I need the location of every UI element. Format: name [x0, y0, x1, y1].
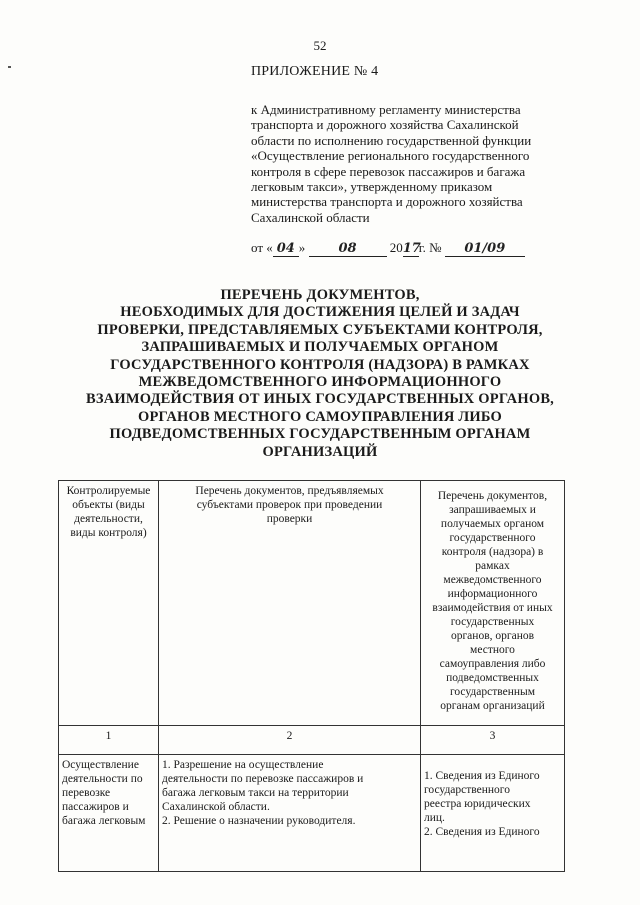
- column-number: 3: [421, 726, 565, 755]
- header-line: субъектами проверок при проведении: [196, 499, 383, 511]
- header-line: государственным: [449, 686, 536, 698]
- header-line: органов, органов: [450, 630, 535, 642]
- cell-line: 1. Разрешение на осуществление: [162, 759, 324, 771]
- documents-table: [58, 480, 565, 872]
- header-controlled-objects: [59, 481, 159, 726]
- cell-requested-documents: [421, 755, 565, 872]
- cell-line: реестра юридических: [424, 798, 531, 810]
- column-number: 2: [159, 726, 421, 755]
- date-day: 04: [273, 241, 299, 257]
- heading-line: ГОСУДАРСТВЕННОГО КОНТРОЛЯ (НАДЗОРА) В РАМКАХ: [110, 356, 530, 373]
- appendix-title: ПРИЛОЖЕНИЕ № 4: [251, 64, 379, 79]
- heading-line: НЕОБХОДИМЫХ ДЛЯ ДОСТИЖЕНИЯ ЦЕЛЕЙ И ЗАДАЧ: [120, 304, 520, 321]
- heading-line: ВЗАИМОДЕЙСТВИЯ ОТ ИНЫХ ГОСУДАРСТВЕННЫХ ОРГАНОВ,: [85, 391, 555, 408]
- header-line: подведомственных: [446, 672, 539, 684]
- appendix-line: «Осуществление регионального государственного: [251, 148, 530, 164]
- heading-line: ПРОВЕРКИ, ПРЕДСТАВЛЯЕМЫХ СУБЪЕКТАМИ КОНТРОЛЯ,: [97, 321, 543, 338]
- cell-line: 1. Сведения из Единого: [424, 770, 540, 782]
- header-line: запрашиваемых и: [449, 504, 536, 516]
- appendix-line: министерства транспорта и дорожного хозяйства: [251, 194, 523, 210]
- header-line: деятельности,: [74, 513, 143, 525]
- header-line: государственных: [450, 616, 535, 628]
- cell-line: багажа легковым: [62, 815, 146, 827]
- table-header-row: [59, 481, 565, 726]
- heading-line: ЗАПРАШИВАЕМЫХ И ПОЛУЧАЕМЫХ ОРГАНОМ: [141, 339, 499, 356]
- date-mid: »: [298, 240, 306, 255]
- header-line: межведомственного: [443, 574, 542, 586]
- header-line: Перечень документов, предъявляемых: [195, 485, 384, 497]
- appendix-line: легковым такси», утвержденному приказом: [251, 179, 493, 195]
- header-line: проверки: [266, 513, 313, 525]
- cell-line: багажа легковым такси на территории: [162, 787, 349, 799]
- cell-line: Сахалинской области.: [162, 801, 270, 813]
- page-number: 52: [313, 38, 327, 53]
- order-number: 01/09: [445, 241, 525, 257]
- cell-line: лиц.: [424, 812, 445, 824]
- header-line: местного: [470, 644, 515, 656]
- date-month: 08: [309, 241, 387, 257]
- heading-line: ПЕРЕЧЕНЬ ДОКУМЕНТОВ,: [220, 287, 420, 303]
- column-number: 1: [59, 726, 159, 755]
- heading-line: ПОДВЕДОМСТВЕННЫХ ГОСУДАРСТВЕННЫМ ОРГАНАМ: [109, 426, 531, 443]
- header-line: взаимодействия от иных: [432, 602, 553, 614]
- header-line: информационного: [447, 588, 538, 600]
- cell-line: перевозке: [62, 787, 111, 799]
- appendix-body: [251, 102, 591, 225]
- header-requested-documents: [421, 481, 565, 726]
- date-prefix: от «: [251, 240, 273, 255]
- header-line: контроля (надзора) в: [441, 546, 544, 558]
- header-line: органам организаций: [440, 700, 545, 712]
- cell-line: государственного: [424, 784, 510, 796]
- date-year-prefix: 20: [389, 240, 403, 255]
- appendix-line: области по исполнению государственной функции: [251, 132, 532, 148]
- header-line: виды контроля): [70, 527, 147, 539]
- heading-line: ОРГАНИЗАЦИЙ: [262, 443, 378, 460]
- cell-submitted-documents: [159, 755, 421, 872]
- heading-line: МЕЖВЕДОМСТВЕННОГО ИНФОРМАЦИОННОГО: [138, 374, 502, 391]
- scan-speck: [8, 66, 11, 68]
- header-line: рамках: [475, 560, 510, 572]
- order-date-line: [251, 240, 591, 257]
- header-line: государственного: [449, 532, 536, 544]
- appendix-line: к Административному регламенту министерства: [251, 102, 521, 117]
- header-line: самоуправления либо: [439, 658, 546, 670]
- cell-line: деятельности по перевозке пассажиров и: [162, 773, 364, 785]
- cell-line: 2. Решение о назначении руководителя.: [162, 815, 356, 827]
- header-line: объекты (виды: [72, 499, 145, 511]
- header-line: получаемых органом: [440, 518, 545, 530]
- header-line: Контролируемые: [66, 485, 151, 497]
- header-submitted-documents: [159, 481, 421, 726]
- appendix-line: контроля в сфере перевозок пассажиров и багажа: [251, 163, 526, 179]
- cell-line: пассажиров и: [62, 801, 129, 813]
- cell-line: 2. Сведения из Единого: [424, 826, 540, 838]
- heading-line: ОРГАНОВ МЕСТНОГО САМОУПРАВЛЕНИЯ ЛИБО: [138, 408, 502, 425]
- table-row: [59, 755, 565, 872]
- date-year-suffix: 17: [402, 241, 421, 256]
- cell-line: Осуществление: [62, 759, 139, 771]
- cell-line: деятельности по: [62, 773, 143, 785]
- appendix-line: транспорта и дорожного хозяйства Сахалинской: [251, 117, 519, 133]
- order-number-prefix: г. №: [418, 240, 442, 255]
- header-line: Перечень документов,: [437, 490, 548, 502]
- cell-controlled-object: [59, 755, 159, 872]
- document-heading: [30, 287, 610, 461]
- appendix-line: Сахалинской области: [251, 209, 370, 225]
- table-number-row: [59, 726, 565, 755]
